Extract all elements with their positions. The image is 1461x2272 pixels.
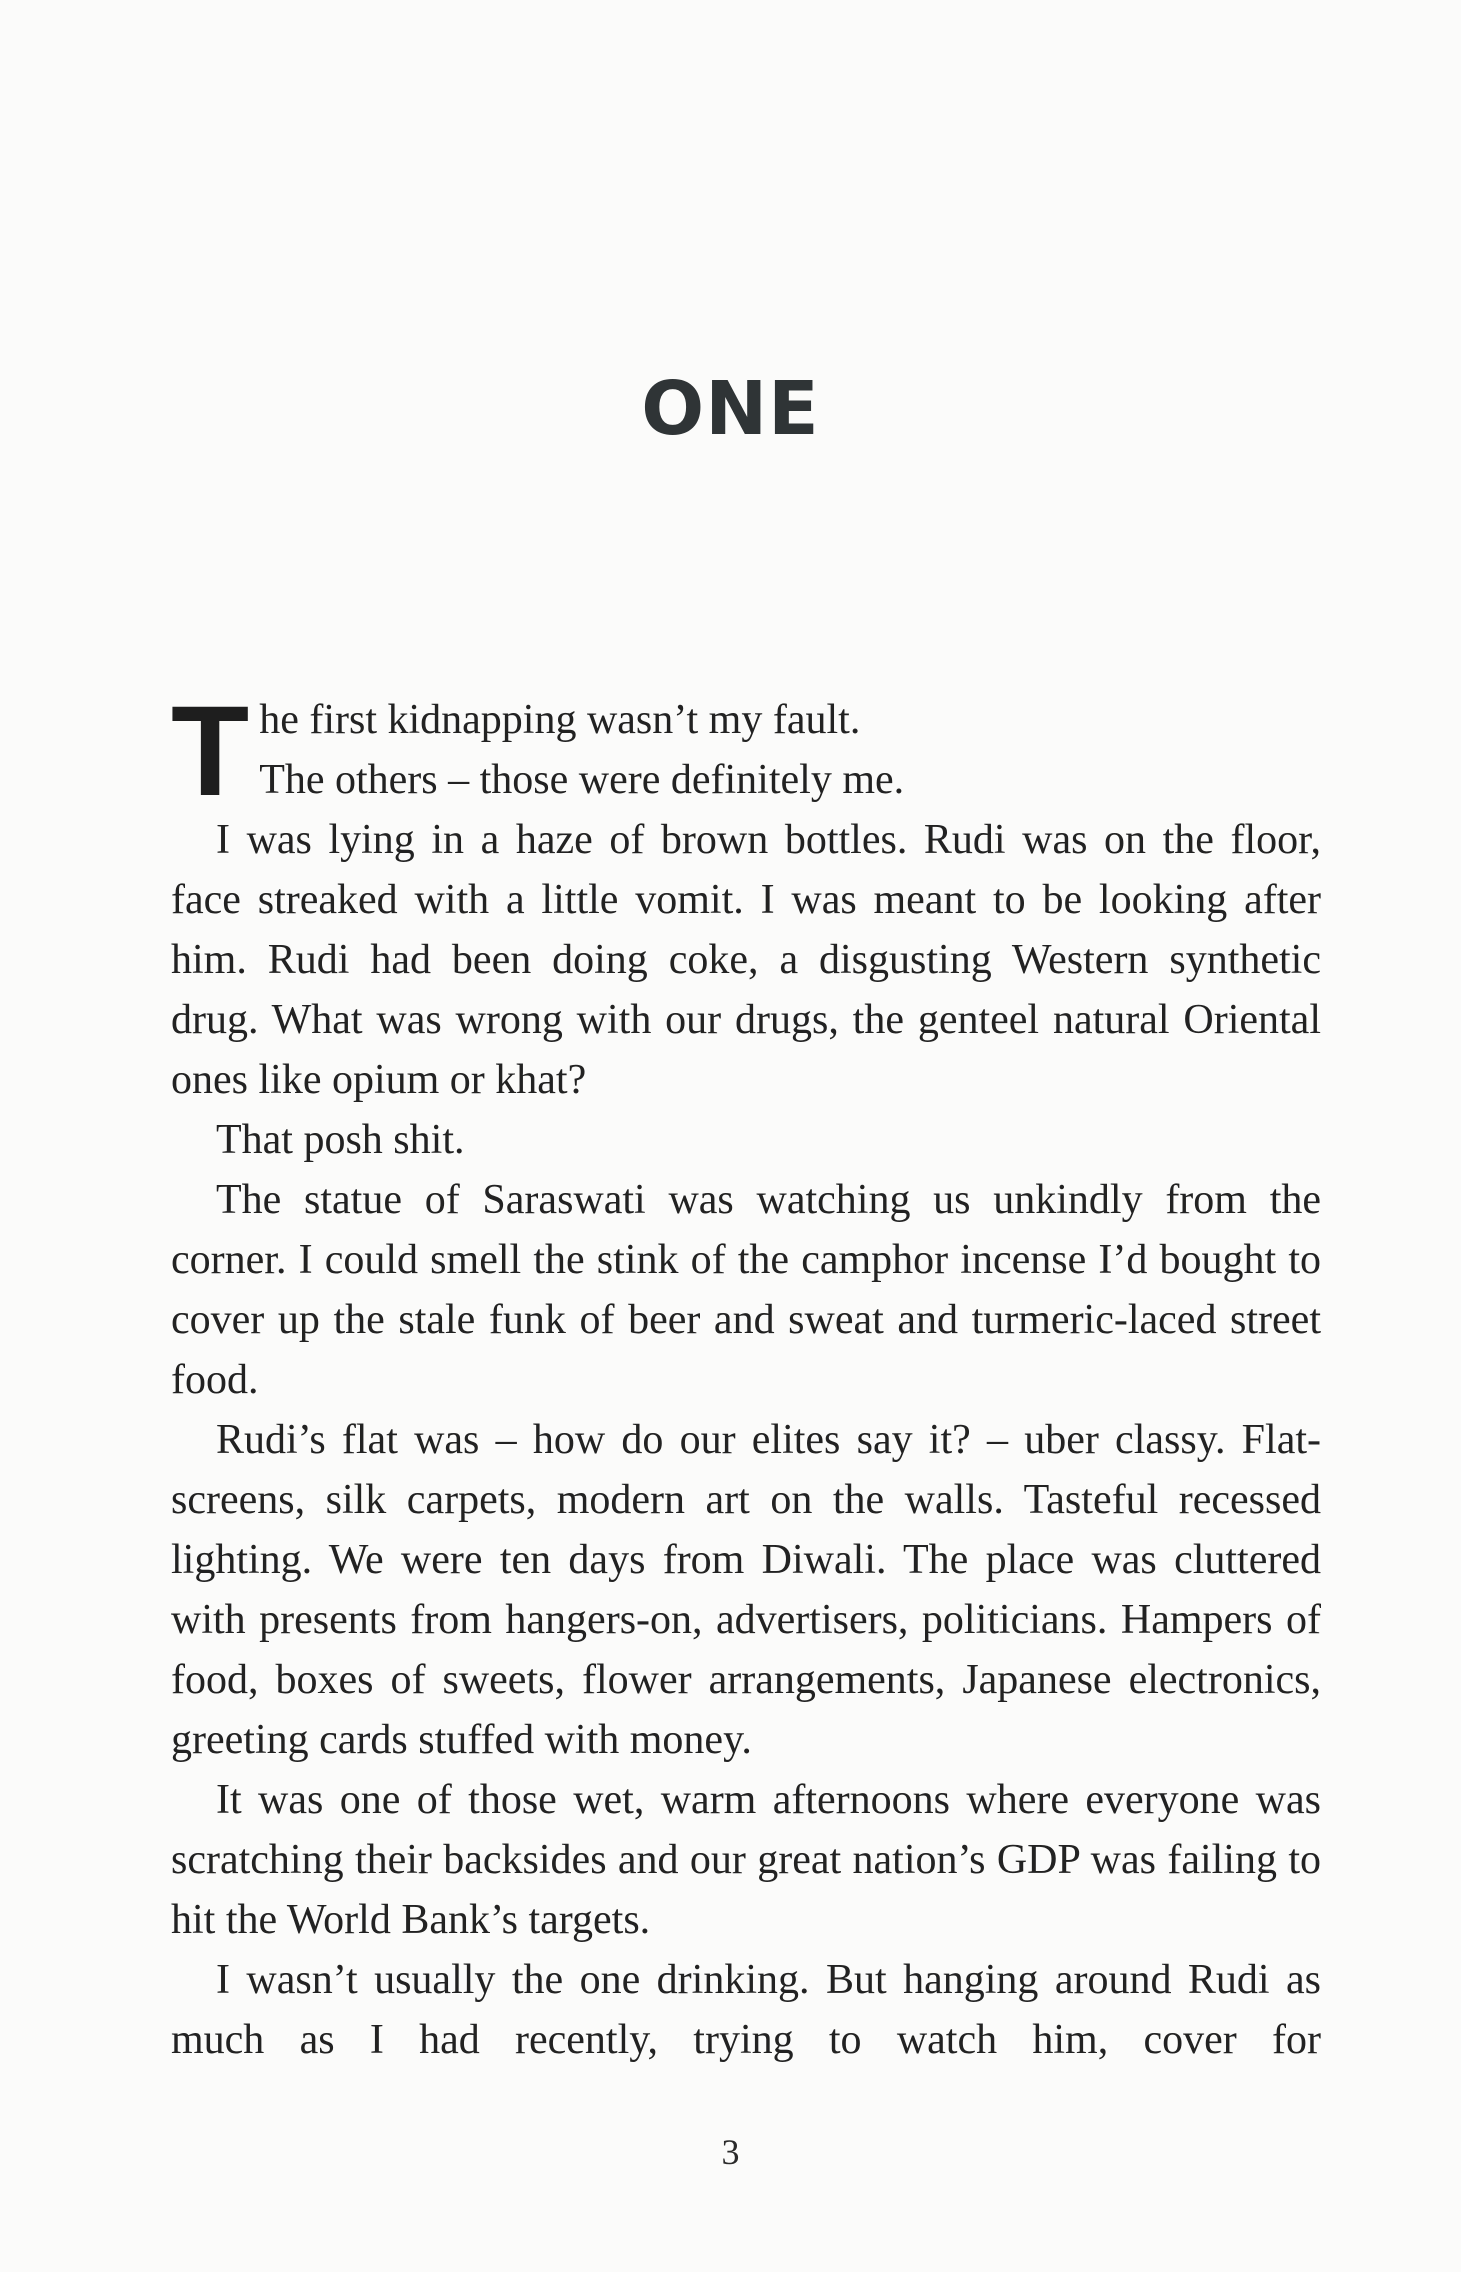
paragraph: It was one of those wet, warm afternoons where everyone was scratching their backsides and our great nation’s GDP was failing to hit the World Bank’s targets. [171, 1777, 1321, 1943]
opening-paragraph [171, 680, 1321, 823]
paragraph: I wasn’t usually the one drinking. But hanging around Rudi as much as I had recently, trying to watch him, cover for [171, 1957, 1321, 2063]
chapter-title: ONE [641, 366, 820, 452]
paragraph: I was lying in a haze of brown bottles. Rudi was on the floor, face streaked with a little vomit. I was meant to be looking after him. Rudi had been doing coke, a disgusting Western synthetic drug. What was wrong with our drugs, the genteel natural Oriental ones like opium or khat? [171, 817, 1321, 1103]
body-text [171, 680, 1321, 2070]
opening-line-2: The others – those were definitely me. [259, 757, 905, 803]
drop-cap: T [171, 680, 250, 823]
paragraph: Rudi’s flat was – how do our elites say it? – uber classy. Flat-screens, silk carpets, modern art on the walls. Tasteful recessed lighting. We were ten days from Diwali. The place was cluttered with presents from hangers-on, advertisers, politicians. Hampers of food, boxes of sweets, flower arrangements, Japanese electronics, greeting cards stuffed with money. [171, 1417, 1321, 1763]
page-number: 3 [721, 2132, 740, 2172]
opening-line-1: he first kidnapping wasn’t my fault. [259, 697, 861, 743]
paragraph: That posh shit. [216, 1117, 465, 1163]
paragraph: The statue of Saraswati was watching us unkindly from the corner. I could smell the stink of the camphor incense I’d bought to cover up the stale funk of beer and sweat and turmeric-laced street food. [171, 1177, 1321, 1403]
